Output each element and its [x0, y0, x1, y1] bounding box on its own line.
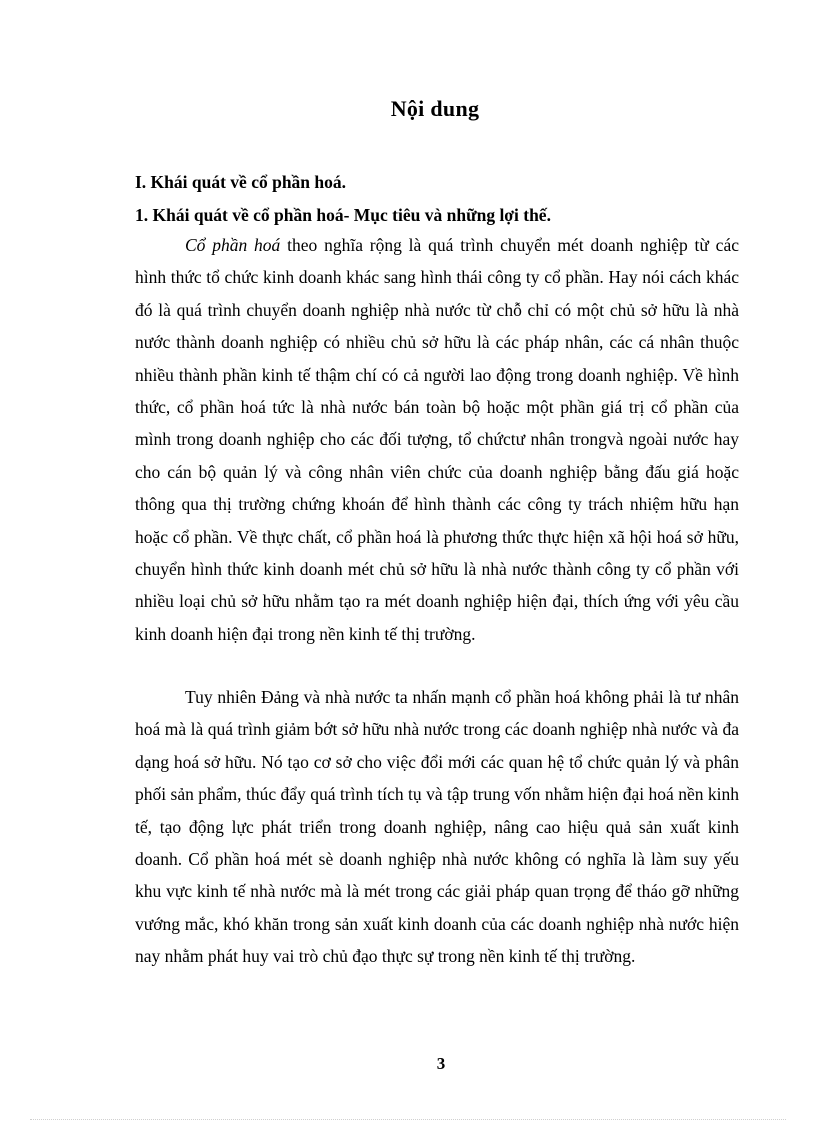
- section-heading: I. Khái quát về cổ phần hoá.: [135, 172, 347, 192]
- page-number: 3: [436, 1054, 446, 1073]
- page-bottom-divider: [30, 1119, 786, 1120]
- subsection-heading: 1. Khái quát về cổ phần hoá- Mục tiêu và những lợi thế.: [135, 205, 551, 225]
- paragraph-1: [135, 229, 739, 650]
- paragraph-2: [135, 681, 739, 973]
- page-title: Nội dung: [390, 96, 480, 121]
- paragraph-2-text: Tuy nhiên Đảng và nhà nước ta nhấn mạnh cổ phần hoá không phải là tư nhân hoá mà là quá trình giảm bớt sở hữu nhà nước trong các doanh nghiệp nhà nước và đa dạng hoá sở hữu. Nó tạo cơ sở cho việc đổi mới các quan hệ tổ chức quản lý và phân phối sản phẩm, thúc đẩy quá trình tích tụ và tập trung vốn nhằm hiện đại hoá nền kinh tế, tạo động lực phát triển trong doanh nghiệp, nâng cao hiệu quả sản xuất kinh doanh. Cổ phần hoá mét sè doanh nghiệp nhà nước không có nghĩa là làm suy yếu khu vực kinh tế nhà nước mà là mét trong các giải pháp quan trọng để tháo gỡ những vướng mắc, khó khăn trong sản xuất kinh doanh của các doanh nghiệp nhà nước hiện nay nhằm phát huy vai trò chủ đạo thực sự trong nền kinh tế thị trường.: [135, 687, 739, 967]
- paragraph-1-text: theo nghĩa rộng là quá trình chuyển mét doanh nghiệp từ các hình thức tổ chức kinh doanh khác sang hình thái công ty cổ phần. Hay nói cách khác đó là quá trình chuyển doanh nghiệp nhà nước từ chỗ chỉ có một chủ sở hữu là nhà nước thành doanh nghiệp có nhiều chủ sở hữu là các pháp nhân, các cá nhân thuộc nhiều thành phần kinh tế thậm chí có cả người lao động trong doanh nghiệp. Về hình thức, cổ phần hoá tức là nhà nước bán toàn bộ hoặc một phần giá trị cổ phần của mình trong doanh nghiệp cho các đối tượng, tổ chứctư nhân trongvà ngoài nước hay cho cán bộ quản lý và công nhân viên chức của doanh nghiệp bằng đấu giá hoặc thông qua thị trường chứng khoán để hình thành các công ty trách nhiệm hữu hạn hoặc cổ phần. Về thực chất, cổ phần hoá là phương thức thực hiện xã hội hoá sở hữu, chuyển hình thức kinh doanh mét chủ sở hữu là nhà nước thành công ty cổ phần với nhiều loại chủ sở hữu nhằm tạo ra mét doanh nghiệp hiện đại, thích ứng với yêu cầu kinh doanh hiện đại trong nền kinh tế thị trường.: [135, 235, 739, 644]
- italic-term: Cổ phần hoá: [185, 235, 281, 255]
